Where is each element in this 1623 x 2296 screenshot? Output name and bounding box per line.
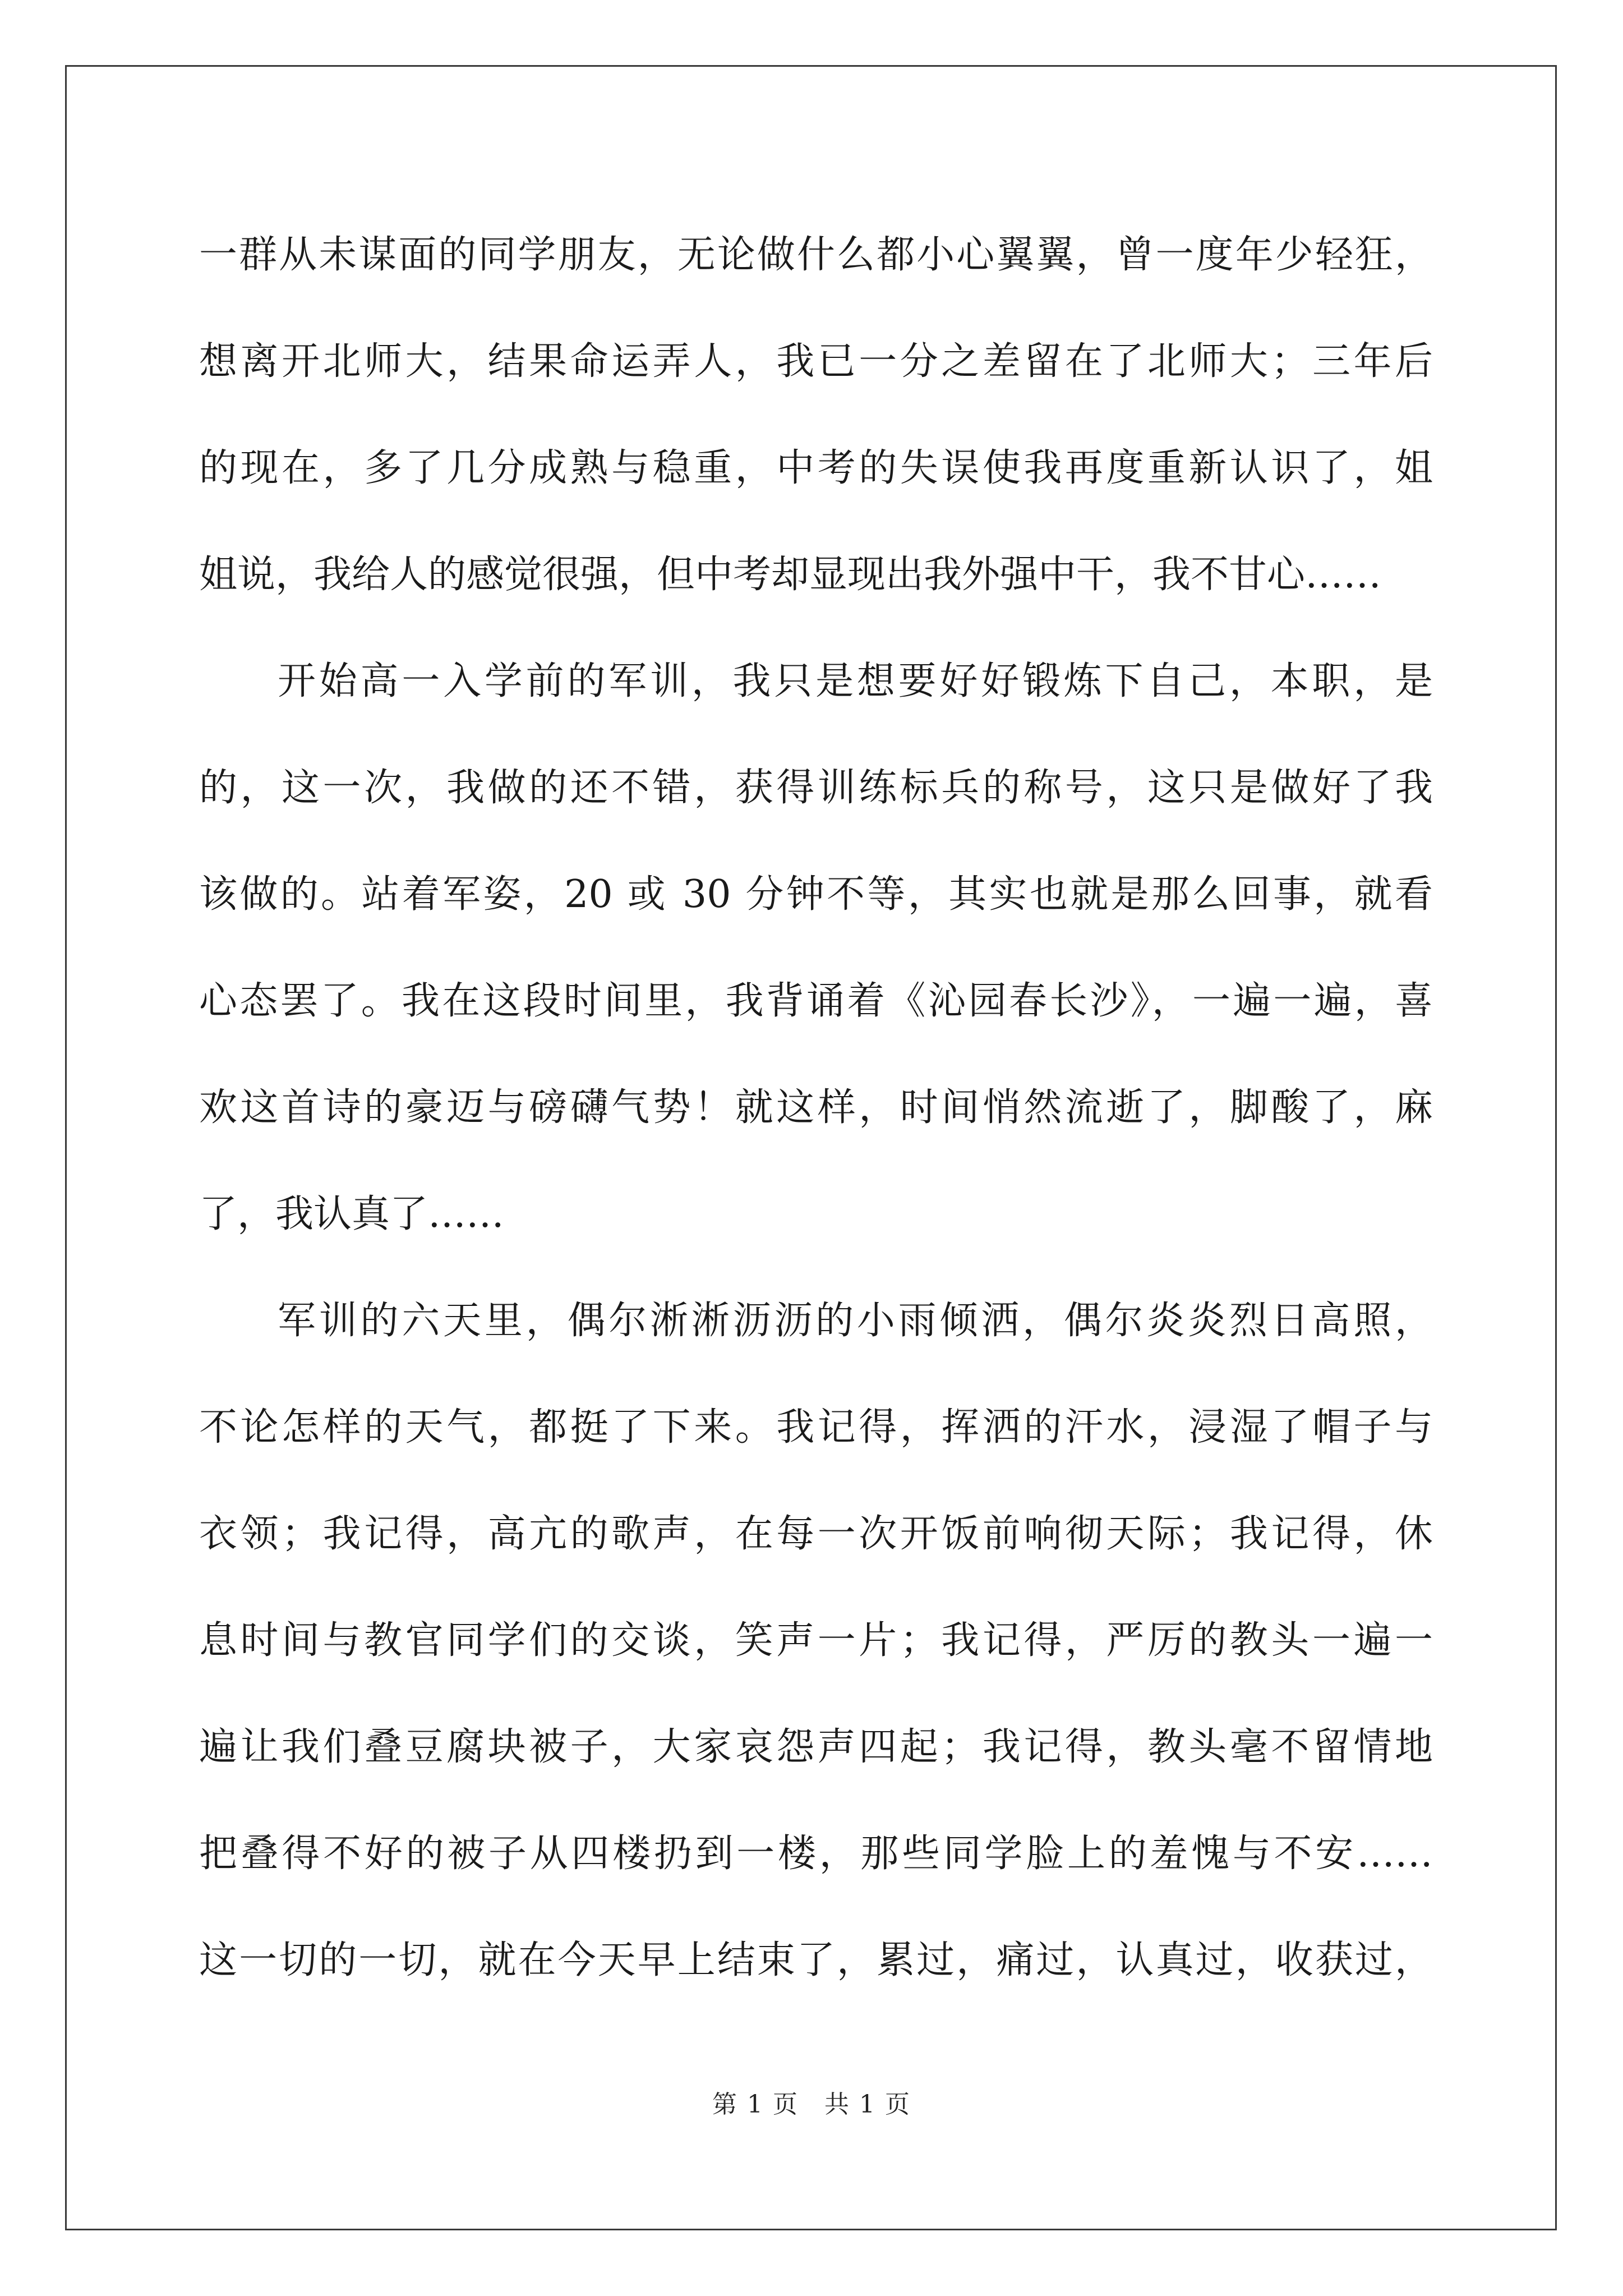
text-line: 欢这首诗的豪迈与磅礴气势！就这样，时间悄然流逝了，脚酸了，麻 bbox=[199, 1085, 1433, 1130]
document-body bbox=[199, 202, 1433, 2014]
text-line: 了，我认真了…… bbox=[199, 1192, 505, 1236]
text-line: 遍让我们叠豆腐块被子，大家哀怨声四起；我记得，教头毫不留情地 bbox=[199, 1725, 1433, 1769]
text-line: 的现在，多了几分成熟与稳重，中考的失误使我再度重新认识了，姐 bbox=[199, 446, 1433, 490]
page-number: 第 1 页 共 1 页 bbox=[712, 2090, 911, 2119]
text-line: 该做的。站着军姿，20 或 30 分钟不等，其实也就是那么回事，就看 bbox=[199, 872, 1433, 917]
text-line: 想离开北师大，结果命运弄人，我已一分之差留在了北师大；三年后 bbox=[199, 339, 1433, 384]
text-line: 这一切的一切，就在今天早上结束了，累过，痛过，认真过，收获过， bbox=[199, 1938, 1433, 1982]
text-line: 把叠得不好的被子从四楼扔到一楼，那些同学脸上的羞愧与不安…… bbox=[199, 1832, 1433, 1876]
text-line: 的，这一次，我做的还不错，获得训练标兵的称号，这只是做好了我 bbox=[199, 766, 1433, 810]
text-line: 军训的六天里，偶尔淅淅沥沥的小雨倾洒，偶尔炎炎烈日高照， bbox=[278, 1299, 1433, 1343]
text-line: 开始高一入学前的军训，我只是想要好好锻炼下自己，本职，是 bbox=[278, 659, 1433, 703]
text-line: 心态罢了。我在这段时间里，我背诵着《沁园春长沙》，一遍一遍，喜 bbox=[199, 979, 1433, 1023]
text-line: 不论怎样的天气，都挺了下来。我记得，挥洒的汗水，浸湿了帽子与 bbox=[199, 1405, 1433, 1450]
text-line: 息时间与教官同学们的交谈，笑声一片；我记得，严厉的教头一遍一 bbox=[199, 1618, 1433, 1663]
text-line: 衣领；我记得，高亢的歌声，在每一次开饭前响彻天际；我记得，休 bbox=[199, 1512, 1433, 1556]
text-line: 姐说，我给人的感觉很强，但中考却显现出我外强中干，我不甘心…… bbox=[199, 553, 1382, 597]
text-line: 一群从未谋面的同学朋友，无论做什么都小心翼翼，曾一度年少轻狂， bbox=[199, 233, 1433, 277]
